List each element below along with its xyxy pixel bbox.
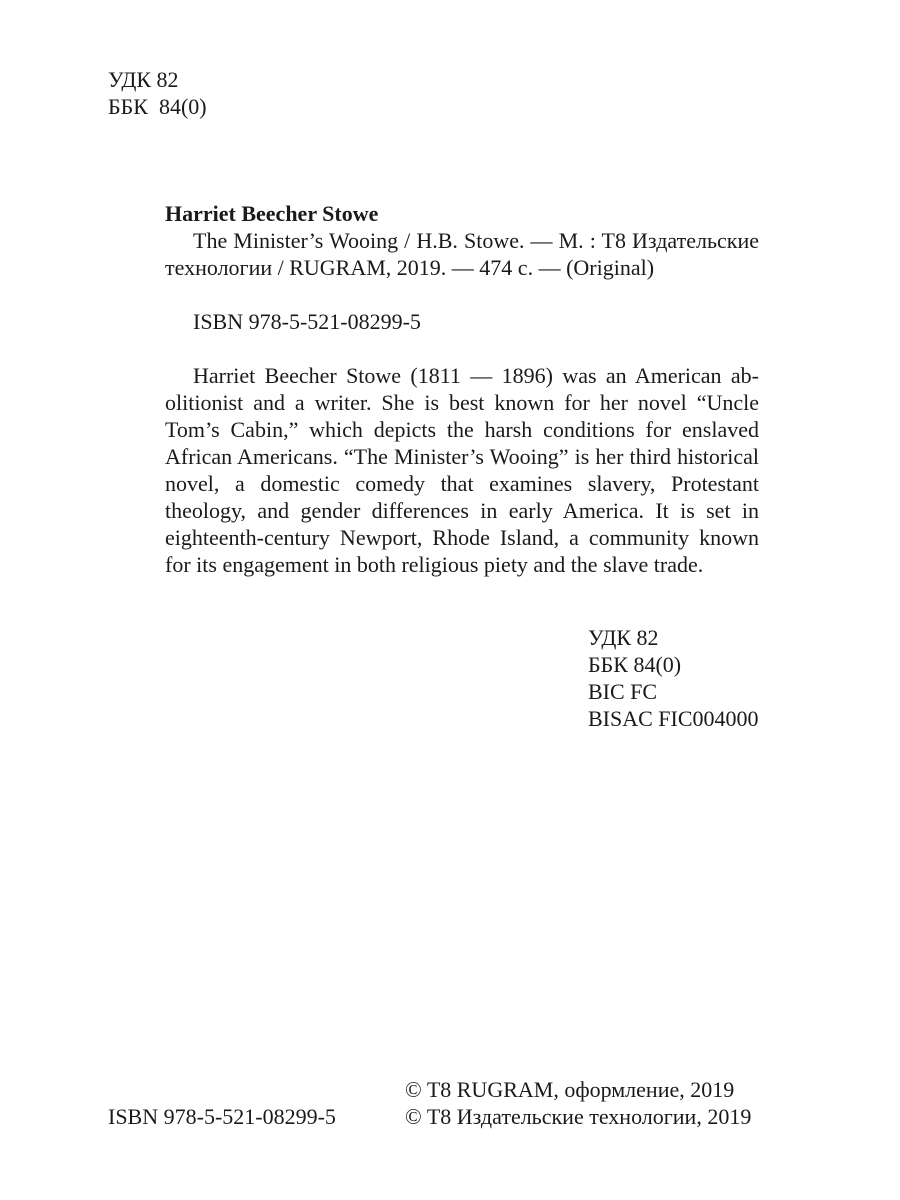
top-classification-codes	[108, 66, 207, 120]
bbk-code: ББК 84(0)	[588, 652, 682, 677]
bibliographic-description: The Minister’s Wooing / H.B. Stowe. — M. : T8 Издательские технологии / RUGRAM, 2019. — 474 с. — (Original)	[165, 228, 759, 280]
record-isbn: ISBN 978-5-521-08299-5	[193, 309, 421, 334]
bibliographic-record	[165, 200, 759, 578]
copyright-design: © T8 RUGRAM, оформление, 2019	[405, 1077, 735, 1102]
classification-codes	[588, 624, 759, 732]
footer-isbn: ISBN 978-5-521-08299-5	[108, 1104, 336, 1129]
bbk-code-top: ББК 84(0)	[108, 94, 207, 119]
copyright-publisher: © T8 Издательские технологии, 2019	[405, 1104, 752, 1129]
author-name: Harriet Beecher Stowe	[165, 201, 379, 226]
udk-code-top: УДК 82	[108, 67, 179, 92]
bisac-code: BISAC FIC004000	[588, 706, 759, 731]
bic-code: BIC FC	[588, 679, 658, 704]
annotation-paragraph: Harriet Beecher Stowe (1811 — 1896) was an American abolitionist and a writer. She is best known for her novel “Uncle Tom’s Cabin,” which depicts the harsh conditions for enslaved African Americans. “The Minister’s Wooing” is her third historical novel, a domestic comedy that examines slavery, Protestant theology, and gender differences in early America. It is set in eighteenth-century Newport, Rhode Island, a community known for its engagement in both religious piety and the slave trade.	[165, 363, 759, 577]
copyright-notices	[405, 1076, 751, 1130]
udk-code: УДК 82	[588, 625, 659, 650]
